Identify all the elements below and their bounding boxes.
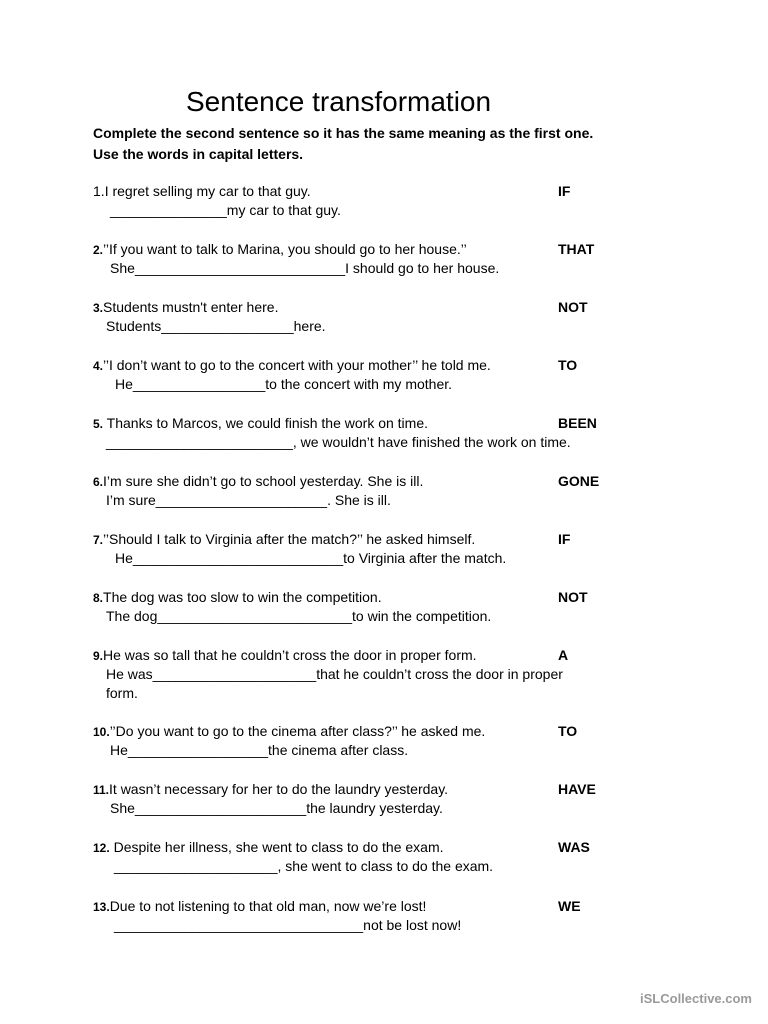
original-sentence (93, 722, 485, 742)
page-title: Sentence transformation (186, 86, 492, 117)
item-number: 6. (93, 475, 104, 489)
original-sentence (93, 897, 426, 917)
item-number: 4. (93, 359, 104, 373)
answer-line-continued: form. (106, 685, 138, 701)
answer-line: _______________my car to that guy. (110, 202, 341, 218)
instruction-line-1: Complete the second sentence so it has the same meaning as the first one. (93, 125, 594, 141)
exercise-item-5 (0, 414, 768, 474)
answer-line: ________________________, we wouldn’t have finished the work on time. (106, 434, 571, 450)
original-sentence (93, 646, 477, 666)
exercise-item-6 (0, 472, 768, 532)
item-number: 2. (93, 243, 104, 257)
exercise-item-1 (0, 182, 768, 242)
keyword: THAT (558, 241, 595, 257)
original-sentence (93, 588, 382, 608)
original-sentence (93, 240, 467, 260)
original-sentence (93, 780, 448, 800)
exercise-item-12 (0, 838, 768, 898)
sentence-text: I regret selling my car to that guy. (104, 183, 311, 199)
sentence-text: ’’I don’t want to go to the concert with your mother’’ he told me. (103, 357, 491, 373)
sentence-text: The dog was too slow to win the competition. (103, 589, 382, 605)
keyword: TO (558, 723, 578, 739)
answer-line: He___________________________to Virginia after the match. (115, 550, 507, 566)
sentence-text: Due to not listening to that old man, now we’re lost! (109, 898, 427, 914)
sentence-text: Students mustn't enter here. (103, 299, 279, 315)
answer-line: Students_________________here. (106, 318, 326, 334)
original-sentence (93, 182, 311, 201)
keyword: A (558, 647, 569, 663)
keyword: WAS (558, 839, 590, 855)
exercise-item-2 (0, 240, 768, 300)
keyword: IF (558, 531, 571, 547)
original-sentence (93, 356, 491, 376)
answer-line: The dog_________________________to win the competition. (106, 608, 492, 624)
item-number: 5. (93, 417, 104, 431)
sentence-text: ’’If you want to talk to Marina, you should go to her house.’’ (103, 241, 467, 257)
keyword: NOT (558, 299, 588, 315)
sentence-text: ’’Should I talk to Virginia after the match?’’ he asked himself. (103, 531, 476, 547)
original-sentence (93, 838, 444, 858)
keyword: WE (558, 898, 581, 914)
keyword: NOT (558, 589, 588, 605)
item-number: 13. (93, 900, 110, 914)
sentence-text: Despite her illness, she went to class to do the exam. (109, 839, 444, 855)
item-number: 12. (93, 841, 110, 855)
exercise-item-13 (0, 897, 768, 957)
sentence-text: I’m sure she didn’t go to school yesterday. She is ill. (103, 473, 424, 489)
sentence-text: It wasn’t necessary for her to do the laundry yesterday. (109, 781, 449, 797)
sentence-text: He was so tall that he couldn’t cross the door in proper form. (103, 647, 477, 663)
item-number: 3. (93, 301, 104, 315)
exercise-item-7 (0, 530, 768, 590)
keyword: BEEN (558, 415, 597, 431)
original-sentence (93, 530, 475, 550)
answer-line: I’m sure______________________. She is ill. (106, 492, 391, 508)
original-sentence (93, 414, 428, 434)
item-number: 8. (93, 591, 104, 605)
item-number: 11. (93, 783, 110, 797)
watermark: iSLCollective.com (640, 991, 752, 1006)
answer-line: She______________________the laundry yesterday. (110, 800, 443, 816)
answer-line: He was_____________________that he couldn’t cross the door in proper (106, 666, 563, 682)
original-sentence (93, 298, 278, 318)
item-number: 7. (93, 533, 104, 547)
keyword: TO (558, 357, 578, 373)
keyword: IF (558, 183, 571, 199)
answer-line: ________________________________not be lost now! (114, 917, 462, 933)
sentence-text: Thanks to Marcos, we could finish the work on time. (103, 415, 429, 431)
answer-line: She___________________________I should go to her house. (110, 260, 500, 276)
exercise-item-10 (0, 722, 768, 782)
original-sentence (93, 472, 423, 492)
item-number: 10. (93, 725, 110, 739)
exercise-item-11 (0, 780, 768, 840)
exercise-item-9 (0, 646, 768, 706)
answer-line: He_________________to the concert with my mother. (115, 376, 453, 392)
instruction-line-2: Use the words in capital letters. (93, 146, 304, 162)
keyword: GONE (558, 473, 600, 489)
answer-line: He__________________the cinema after class. (110, 742, 409, 758)
exercise-item-4 (0, 356, 768, 416)
answer-line: _____________________, she went to class to do the exam. (114, 858, 494, 874)
exercise-item-8 (0, 588, 768, 648)
exercise-item-3 (0, 298, 768, 358)
keyword: HAVE (558, 781, 596, 797)
item-number: 9. (93, 649, 104, 663)
item-number: 1. (93, 183, 105, 199)
sentence-text: ’’Do you want to go to the cinema after class?’’ he asked me. (109, 723, 486, 739)
